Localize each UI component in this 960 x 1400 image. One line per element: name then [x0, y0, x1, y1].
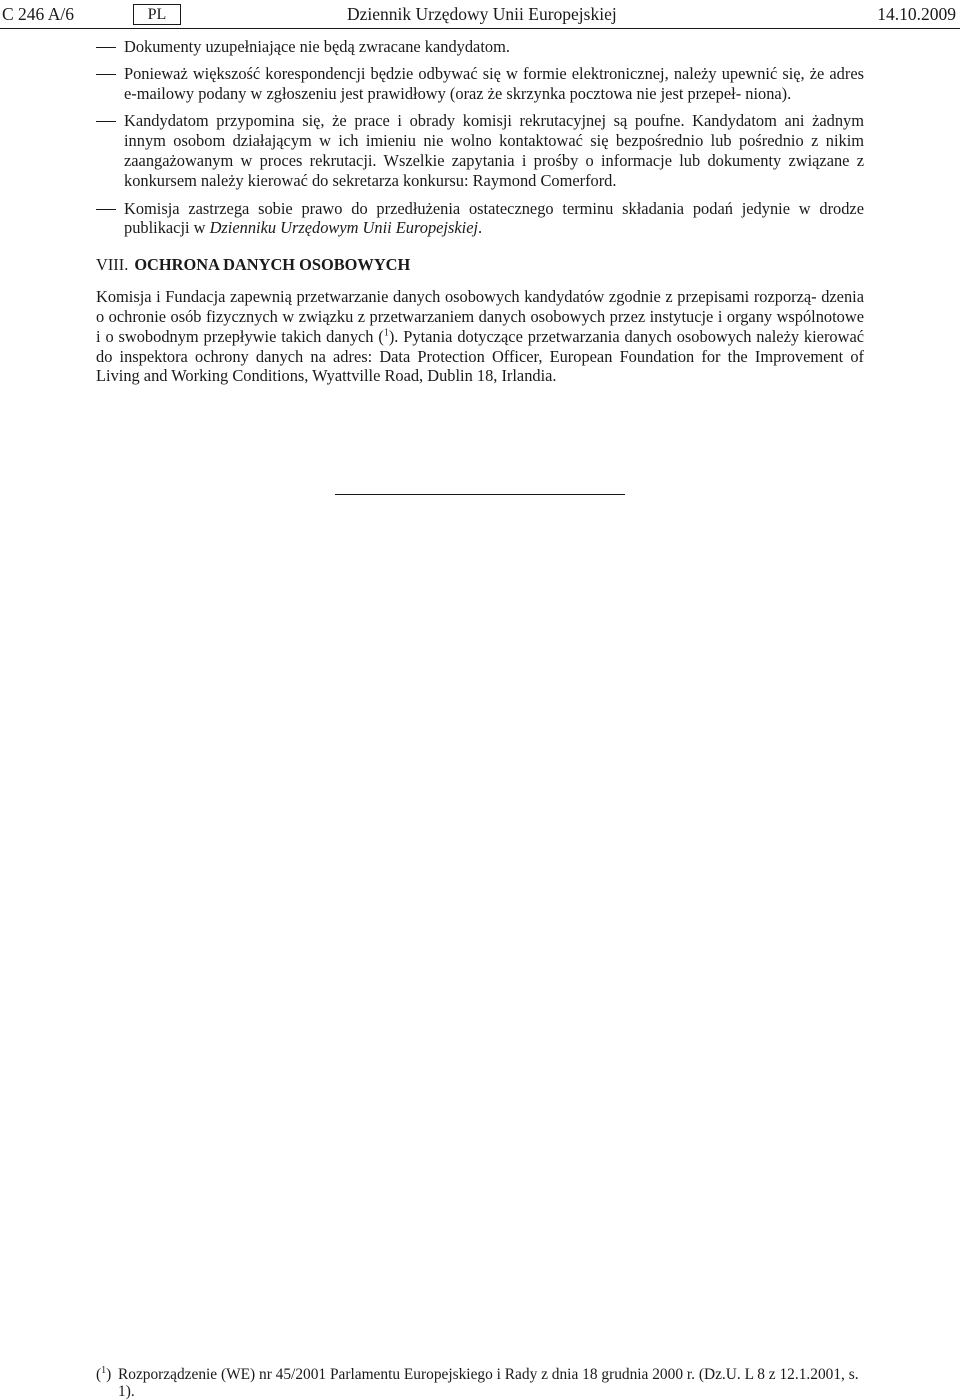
em-dash-marker	[96, 74, 116, 75]
paragraph-text: Komisja i Fundacja zapewnią przetwarzanie danych osobowych kandydatów zgodnie z przepisami rozporzą- dzenia o ochronie osób fizycznych w związku z przetwarzaniem danych osobowych przez instytucje i organy wspólnotowe i o swobodnym przepływie takich danych (	[96, 287, 864, 346]
footnote-close-paren: )	[106, 1366, 112, 1383]
footnote	[96, 1366, 864, 1400]
section-heading	[96, 255, 864, 275]
footnote-reference[interactable]: 1	[383, 327, 389, 339]
em-dash-marker	[96, 121, 116, 122]
bullet-text-end: .	[478, 218, 483, 238]
page-reference: C 246 A/6	[2, 4, 74, 24]
bullet-item	[96, 64, 864, 104]
section-paragraph	[96, 287, 864, 386]
footnote-number: 1	[101, 1364, 107, 1376]
language-badge: PL	[133, 4, 181, 25]
header-rule	[0, 28, 960, 29]
journal-name-italic: Dzienniku Urzędowym Unii Europejskiej	[209, 218, 479, 238]
bullet-text: Dokumenty uzupełniające nie będą zwracane kandydatom.	[124, 37, 510, 56]
main-content	[96, 37, 864, 386]
em-dash-marker	[96, 47, 116, 48]
bullet-item	[96, 199, 864, 239]
bullet-item	[96, 111, 864, 190]
footnote-marker	[96, 1366, 111, 1383]
em-dash-marker	[96, 209, 116, 210]
footnote-open-paren: (	[96, 1366, 102, 1383]
journal-title: Dziennik Urzędowy Unii Europejskiej	[347, 4, 617, 24]
paragraph-text-continued: ). Pytania dotyczące przetwarzania danych osobowych należy kierować do inspektora ochrony danych na adres: Data Protection Officer, European Foundation for the Improvement of Living and Working Conditions, Wyattville Road, Dublin 18, Irlandia.	[96, 326, 864, 386]
bullet-item	[96, 37, 864, 57]
page-header	[0, 0, 960, 28]
publication-date: 14.10.2009	[877, 4, 956, 24]
footnote-text: Rozporządzenie (WE) nr 45/2001 Parlamentu Europejskiego i Rady z dnia 18 grudnia 2000 r. (Dz.U. L 8 z 12.1.2001, s. 1).	[118, 1366, 859, 1400]
section-title: OCHRONA DANYCH OSOBOWYCH	[134, 255, 411, 275]
section-number: VIII.	[96, 255, 129, 275]
section-divider	[335, 494, 625, 495]
bullet-text: Kandydatom przypomina się, że prace i obrady komisji rekrutacyjnej są poufne. Kandydatom ani żadnym innym osobom działającym w ich imieniu nie wolno kontaktować się bezpośrednio lub pośrednio z nikim zaangażowanym w proces rekrutacji. Wszelkie zapytania i prośby o informacje lub dokumenty związane z konkursem należy kierować do sekretarza konkursu: Raymond Comerford.	[124, 111, 864, 190]
bullet-text: Ponieważ większość korespondencji będzie odbywać się w formie elektronicznej, należy upewnić się, że adres e-mailowy podany w zgłoszeniu jest prawidłowy (oraz że skrzynka pocztowa nie jest przepeł- niona).	[124, 63, 864, 103]
bullet-text: Komisja zastrzega sobie prawo do przedłużenia ostatecznego terminu składania podań jedynie w drodze publikacji w	[124, 198, 864, 238]
